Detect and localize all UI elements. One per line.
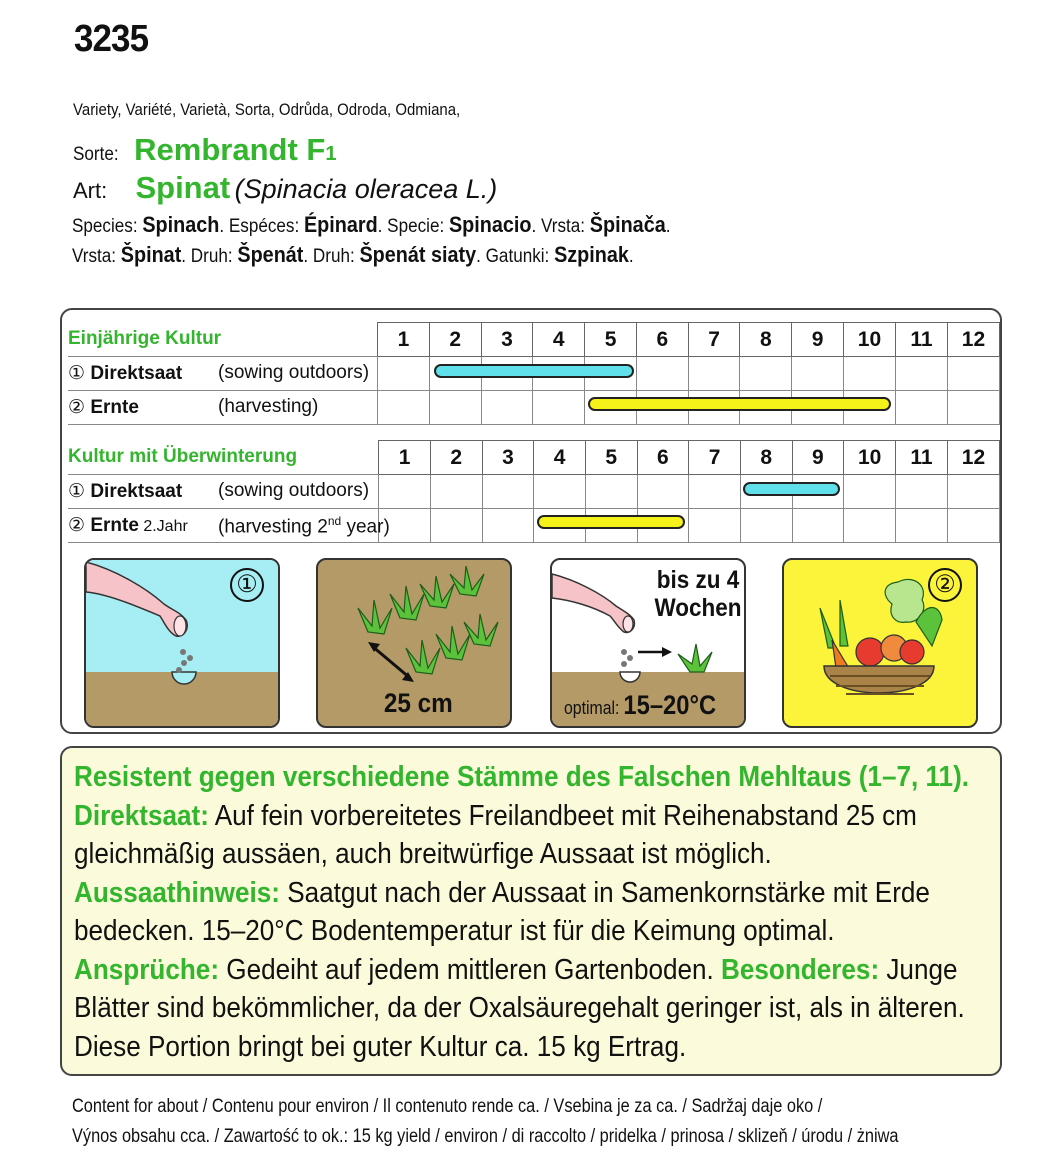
month-cell [378, 391, 430, 425]
calendar-section-2 [68, 440, 1000, 543]
month-header: 4 [534, 441, 586, 475]
aussaathinweis-heading: Aussaathinweis: [74, 876, 280, 909]
calendar-section-title: Kultur mit Überwinterung [68, 441, 379, 475]
month-cell [740, 509, 792, 543]
month-cell [792, 357, 844, 391]
optimal-temperature-value: 15–20°C [623, 690, 717, 720]
ansprueche-heading: Ansprüche: [74, 953, 220, 986]
activity-description: (sowing outdoors) [218, 480, 370, 501]
ansprueche-text: Gedeiht auf jedem mittleren Gartenboden. [219, 953, 722, 986]
variety-row [73, 132, 336, 168]
step-number: ② [68, 397, 91, 418]
row-spacing-label: 25 cm [383, 688, 453, 718]
month-header: 5 [585, 441, 637, 475]
month-header: 1 [379, 441, 431, 475]
sowing-period-bar [434, 364, 634, 378]
month-header: 8 [740, 441, 792, 475]
species-lang-label: Species: [72, 216, 143, 237]
species-translation: Spinacio [448, 212, 532, 237]
month-header: 7 [688, 323, 740, 357]
calendar-row [68, 509, 1000, 543]
species-row [73, 170, 497, 206]
sowing-period-bar [743, 482, 840, 496]
month-cell [482, 475, 534, 509]
month-cell [585, 475, 637, 509]
activity-name: Ernte [90, 397, 139, 418]
month-header: 3 [481, 323, 533, 357]
resistance-statement: Resistent gegen verschiedene Stämme des Falschen Mehltaus (1–7, 11). [74, 761, 970, 793]
month-header: 10 [844, 441, 896, 475]
germination-pictogram [550, 558, 746, 728]
month-header: 7 [689, 441, 741, 475]
month-cell [378, 357, 430, 391]
species-lang-label: . Espéces: [219, 216, 304, 237]
species-lang-label: Vrsta: [72, 246, 121, 267]
ordinal-suffix: nd [327, 514, 342, 528]
month-header: 4 [533, 323, 585, 357]
germination-duration [653, 566, 743, 622]
month-cell [947, 357, 999, 391]
product-code: 3235 [74, 18, 149, 60]
month-cell [481, 391, 533, 425]
species-translation: Špenát [237, 242, 304, 267]
month-cell [895, 391, 947, 425]
step-1-badge: ① [230, 568, 264, 602]
species-translation: Špinača [589, 212, 666, 237]
variety-label: Sorte: [73, 144, 119, 165]
activity-extra: 2.Jahr [138, 518, 188, 535]
month-header: 9 [792, 441, 844, 475]
step-number: ① [68, 481, 91, 502]
description-box [60, 746, 1002, 1076]
month-header: 6 [637, 441, 689, 475]
month-header: 3 [482, 441, 534, 475]
activity-name: Direktsaat [90, 481, 183, 502]
variety-name: Rembrandt F [134, 132, 326, 167]
month-cell [844, 475, 896, 509]
species-name: Spinat [135, 170, 231, 205]
species-lang-label: . Druh: [181, 246, 238, 267]
month-cell [844, 509, 896, 543]
month-header: 1 [378, 323, 430, 357]
species-translation: Épinard [303, 212, 378, 237]
species-lang-label: . Specie: [377, 216, 449, 237]
species-translation: Špenát siaty [359, 242, 477, 267]
month-header: 11 [895, 323, 947, 357]
month-header: 2 [429, 323, 481, 357]
besonderes-heading: Besonderes: [721, 953, 880, 986]
aussaathinweis-text: Saatgut nach der Aussaat in Samenkornstärke mit Erde bedecken. 15–20°C Bodentemperatur ist für die Keimung optimal. [74, 876, 930, 947]
species-lang-label: . Gatunki: [476, 246, 555, 267]
step-number: ② [68, 515, 91, 536]
month-cell [482, 509, 534, 543]
month-cell [430, 509, 482, 543]
activity-name: Direktsaat [90, 363, 183, 384]
month-cell [533, 391, 585, 425]
species-latin-name: (Spinacia oleracea L.) [234, 174, 498, 204]
month-cell [895, 357, 947, 391]
optimal-label: optimal: [564, 698, 620, 718]
activity-description: (harvesting) [218, 396, 319, 417]
variety-name-subscript: 1 [325, 143, 337, 165]
spacing-pictogram [316, 558, 512, 728]
month-header: 8 [740, 323, 792, 357]
species-translation: Szpinak [554, 242, 629, 267]
species-label: Art: [73, 178, 108, 203]
variety-languages-line: Variety, Variété, Varietà, Sorta, Odrůda, Odroda, Odmiana, [73, 100, 461, 119]
month-cell [379, 475, 431, 509]
month-cell [896, 475, 948, 509]
month-cell [843, 357, 895, 391]
month-cell [636, 357, 688, 391]
month-cell [430, 475, 482, 509]
month-cell [429, 391, 481, 425]
species-lang-label: . Vrsta: [531, 216, 590, 237]
content-note-line-1: Content for about / Contenu pour environ / Il contenuto rende ca. / Vsebina je za ca. / Sadržaj daje oko / [72, 1096, 823, 1117]
species-lang-label: . [665, 216, 671, 237]
activity-description: (sowing outdoors) [218, 362, 370, 383]
harvest-period-bar [588, 397, 891, 411]
besonderes-text: Junge Blätter sind bekömmlicher, da der Oxalsäuregehalt geringer ist, als in älteren. Diese Portion bringt bei guter Kultur ca. 15 kg Ertrag. [74, 953, 965, 1063]
month-cell [947, 391, 999, 425]
harvest-pictogram [782, 558, 978, 728]
step-number: ① [68, 363, 91, 384]
species-translations-line-2 [72, 242, 634, 268]
calendar-row [68, 475, 1000, 509]
month-header: 12 [947, 323, 999, 357]
month-cell [792, 509, 844, 543]
month-cell [637, 475, 689, 509]
sowing-pictogram [84, 558, 280, 728]
month-cell [740, 357, 792, 391]
calendar-section-title: Einjährige Kultur [68, 323, 378, 357]
species-translations-line-1 [72, 212, 670, 238]
month-cell [689, 475, 741, 509]
species-translation: Špinat [120, 242, 182, 267]
species-lang-label: . [628, 246, 634, 267]
month-cell [947, 475, 999, 509]
species-translation: Spinach [142, 212, 220, 237]
month-header: 2 [430, 441, 482, 475]
month-cell [534, 475, 586, 509]
month-cell [688, 357, 740, 391]
month-header: 12 [947, 441, 999, 475]
germination-duration-line-2: Wochen [654, 594, 742, 622]
direktsaat-text: Auf fein vorbereitetes Freilandbeet mit Reihenabstand 25 cm gleichmäßig aussäen, auch breitwürfige Aussaat ist möglich. [74, 799, 917, 870]
content-note-line-2: Výnos obsahu cca. / Zawartość to ok.: 15 kg yield / environ / di raccolto / pridelka / prinosa / sklizeň / úrodu / żniwa [72, 1126, 899, 1147]
optimal-temperature [564, 690, 716, 721]
activity-name: Ernte [90, 515, 139, 536]
month-cell [947, 509, 999, 543]
species-lang-label: . Druh: [303, 246, 360, 267]
month-cell [689, 509, 741, 543]
month-header: 9 [792, 323, 844, 357]
month-header: 11 [896, 441, 948, 475]
month-header: 6 [636, 323, 688, 357]
harvest-period-bar [537, 515, 686, 529]
description-text [74, 758, 983, 1066]
activity-description: (harvesting 2nd year) [218, 514, 390, 538]
direktsaat-heading: Direktsaat: [74, 799, 209, 832]
germination-duration-line-1: bis zu 4 [656, 566, 740, 594]
month-header: 5 [585, 323, 637, 357]
month-cell [896, 509, 948, 543]
step-2-badge: ② [928, 568, 962, 602]
month-header: 10 [843, 323, 895, 357]
